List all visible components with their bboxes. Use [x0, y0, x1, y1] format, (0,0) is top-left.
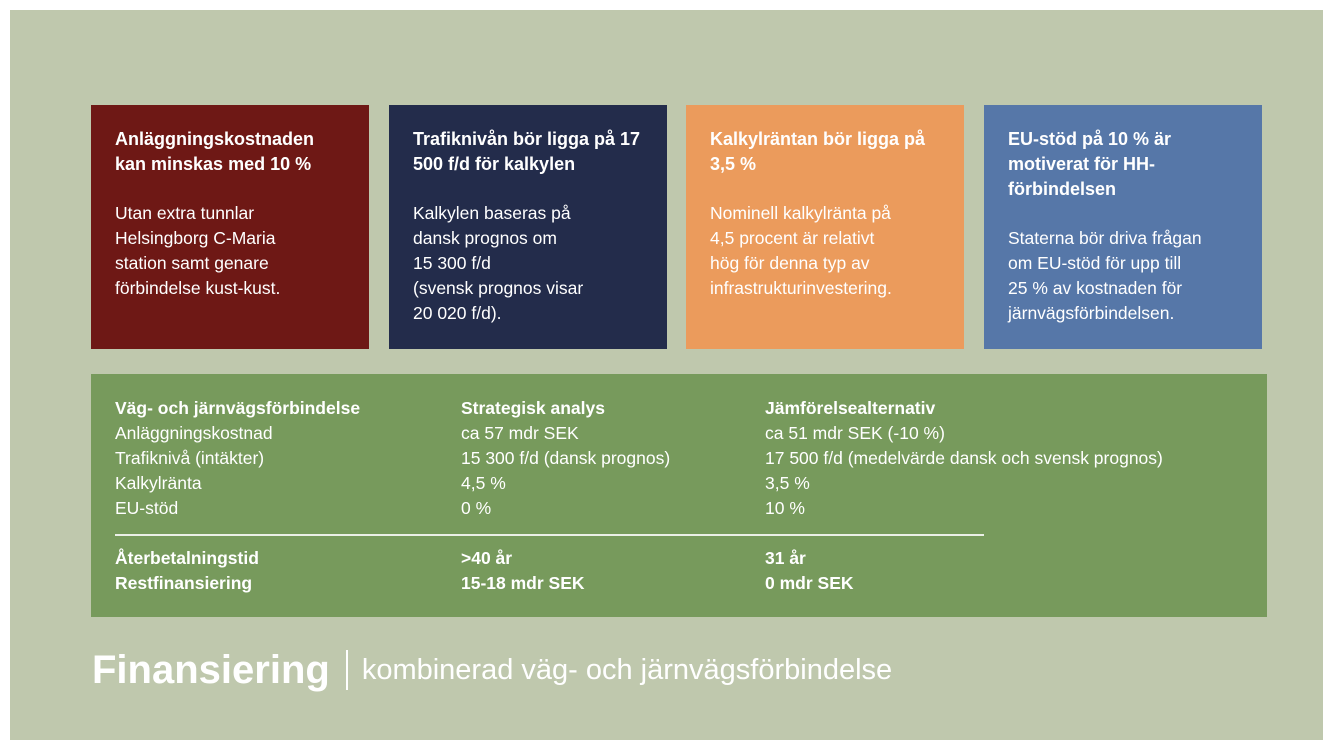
- slide-footer: [92, 642, 892, 698]
- summary-row: [115, 546, 1265, 571]
- table-header-cell: Väg- och järnvägsförbindelse: [115, 398, 361, 418]
- summary-cell: 31 år: [765, 548, 806, 568]
- table-cell: 17 500 f/d (medelvärde dansk och svensk prognos): [765, 448, 1163, 468]
- cost-card: [91, 105, 369, 349]
- summary-cell: >40 år: [461, 548, 513, 568]
- slide: [10, 10, 1323, 740]
- summary-cell: 15-18 mdr SEK: [461, 573, 585, 593]
- table-divider: [115, 534, 984, 536]
- table-cell: Trafiknivå (intäkter): [115, 448, 265, 468]
- interest-card-body: Nominell kalkylränta på 4,5 procent är relativt hög för denna typ av infrastrukturinvestering.: [710, 203, 892, 298]
- table-cell: Anläggningskostnad: [115, 423, 273, 443]
- table-cell: ca 57 mdr SEK: [461, 423, 579, 443]
- cost-card-title: Anläggningskostnaden kan minskas med 10 %: [115, 129, 315, 174]
- table-row: [115, 471, 1265, 496]
- summary-cell: 0 mdr SEK: [765, 573, 854, 593]
- eu-support-card-title: EU-stöd på 10 % är motiverat för HH-förbindelsen: [1008, 129, 1172, 199]
- table-cell: 3,5 %: [765, 473, 810, 493]
- table-header-cell: Strategisk analys: [461, 398, 605, 418]
- table-header-row: [115, 396, 1265, 421]
- interest-card: [686, 105, 964, 349]
- traffic-card-body: Kalkylen baseras på dansk prognos om 15 300 f/d (svensk prognos visar 20 020 f/d).: [413, 203, 584, 323]
- traffic-card-title: Trafiknivån bör ligga på 17 500 f/d för kalkylen: [413, 129, 641, 174]
- traffic-card: [389, 105, 667, 349]
- summary-row: [115, 571, 1265, 596]
- comparison-table: [91, 374, 1267, 617]
- table-cell: EU-stöd: [115, 498, 179, 518]
- summary-cell: Restfinansiering: [115, 573, 253, 593]
- table-cell: ca 51 mdr SEK (-10 %): [765, 423, 945, 443]
- summary-cell: Återbetalningstid: [115, 548, 259, 568]
- table-cell: Kalkylränta: [115, 473, 202, 493]
- slide-title: Finansiering: [92, 648, 330, 692]
- table-header-cell: Jämförelsealternativ: [765, 398, 936, 418]
- eu-support-card-body: Staterna bör driva frågan om EU-stöd för upp till 25 % av kostnaden för järnvägsförbindelsen.: [1008, 228, 1202, 323]
- eu-support-card: [984, 105, 1262, 349]
- cost-card-body: Utan extra tunnlar Helsingborg C-Maria station samt genare förbindelse kust-kust.: [115, 203, 281, 298]
- slide-subtitle: kombinerad väg- och järnvägsförbindelse: [361, 654, 893, 686]
- table-cell: 4,5 %: [461, 473, 506, 493]
- title-separator: [346, 650, 348, 690]
- table-row: [115, 421, 1265, 446]
- table-cell: 0 %: [461, 498, 492, 518]
- interest-card-title: Kalkylräntan bör ligga på 3,5 %: [710, 129, 926, 174]
- table-cell: 10 %: [765, 498, 805, 518]
- table-cell: 15 300 f/d (dansk prognos): [461, 448, 671, 468]
- table-row: [115, 446, 1265, 471]
- table-row: [115, 496, 1265, 521]
